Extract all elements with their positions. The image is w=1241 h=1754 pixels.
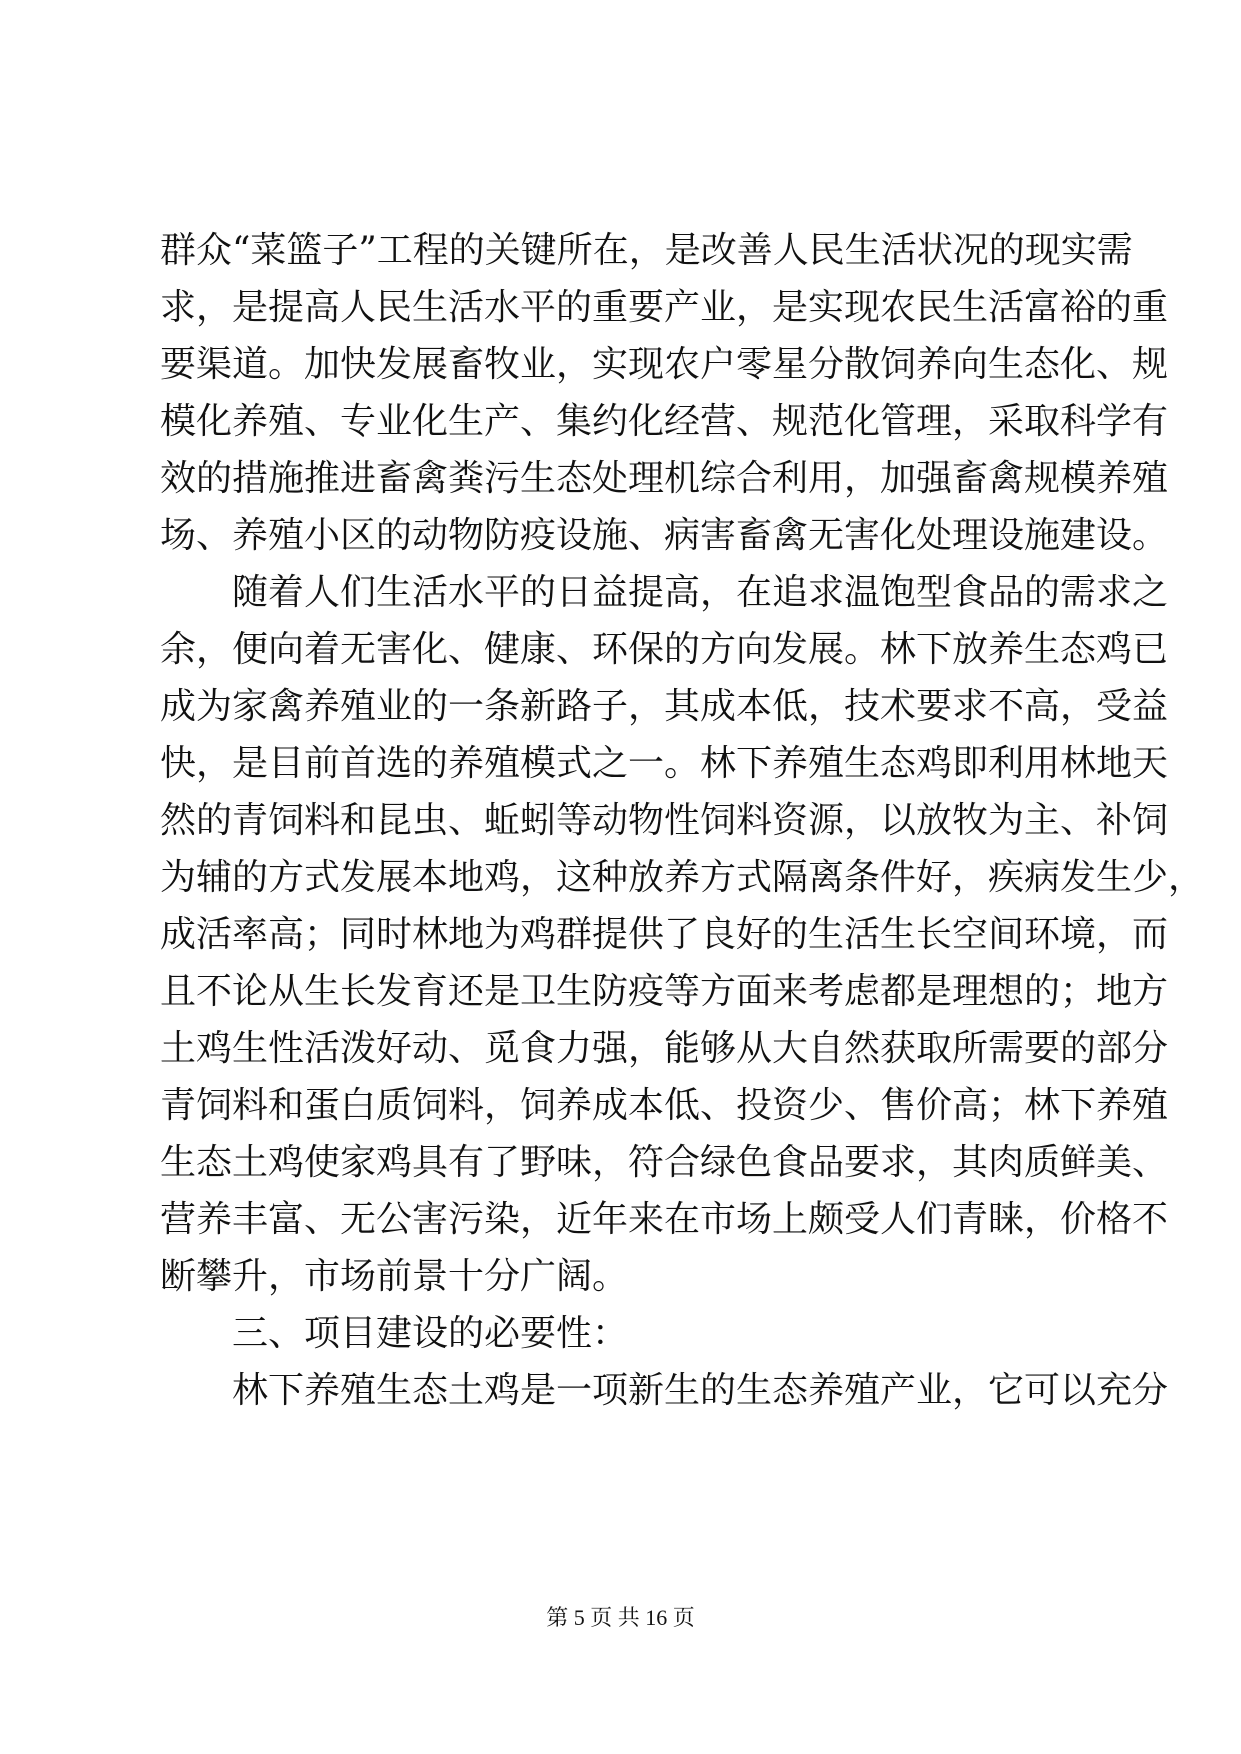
text-line: 断攀升，市场前景十分广阔。 [160, 1256, 629, 1297]
page-number-footer: 第 5 页 共 16 页 [546, 1605, 695, 1630]
text-line: 群众“菜篮子”工程的关键所在，是改善人民生活状况的现实需 [160, 230, 1133, 271]
text-line: 场、养殖小区的动物防疫设施、病害畜禽无害化处理设施建设。 [160, 515, 1169, 556]
text-line: 且不论从生长发育还是卫生防疫等方面来考虑都是理想的；地方 [160, 971, 1169, 1012]
text-line: 效的措施推进畜禽粪污生态处理机综合利用，加强畜禽规模养殖 [160, 458, 1169, 499]
text-line: 模化养殖、专业化生产、集约化经营、规范化管理，采取科学有 [160, 401, 1169, 442]
text-line: 青饲料和蛋白质饲料，饲养成本低、投资少、售价高；林下养殖 [160, 1085, 1169, 1126]
text-line: 为辅的方式发展本地鸡，这种放养方式隔离条件好，疾病发生少， [160, 857, 1205, 898]
text-line: 成活率高；同时林地为鸡群提供了良好的生活生长空间环境，而 [160, 914, 1169, 955]
paragraph-first-line: 林下养殖生态土鸡是一项新生的生态养殖产业，它可以充分 [232, 1370, 1169, 1411]
text-line: 然的青饲料和昆虫、蚯蚓等动物性饲料资源，以放牧为主、补饲 [160, 800, 1169, 841]
text-line: 营养丰富、无公害污染，近年来在市场上颇受人们青睐，价格不 [160, 1199, 1169, 1240]
paragraph-first-line: 随着人们生活水平的日益提高，在追求温饱型食品的需求之 [232, 572, 1169, 613]
text-line: 土鸡生性活泼好动、觅食力强，能够从大自然获取所需要的部分 [160, 1028, 1169, 1069]
text-line: 余，便向着无害化、健康、环保的方向发展。林下放养生态鸡已 [160, 629, 1169, 670]
text-line: 成为家禽养殖业的一条新路子，其成本低，技术要求不高，受益 [160, 686, 1169, 727]
section-heading: 三、项目建设的必要性： [232, 1313, 629, 1354]
text-line: 快，是目前首选的养殖模式之一。林下养殖生态鸡即利用林地天 [160, 743, 1169, 784]
text-line: 要渠道。加快发展畜牧业，实现农户零星分散饲养向生态化、规 [160, 344, 1169, 385]
text-line: 生态土鸡使家鸡具有了野味，符合绿色食品要求，其肉质鲜美、 [160, 1142, 1169, 1183]
text-line: 求，是提高人民生活水平的重要产业，是实现农民生活富裕的重 [160, 287, 1169, 328]
